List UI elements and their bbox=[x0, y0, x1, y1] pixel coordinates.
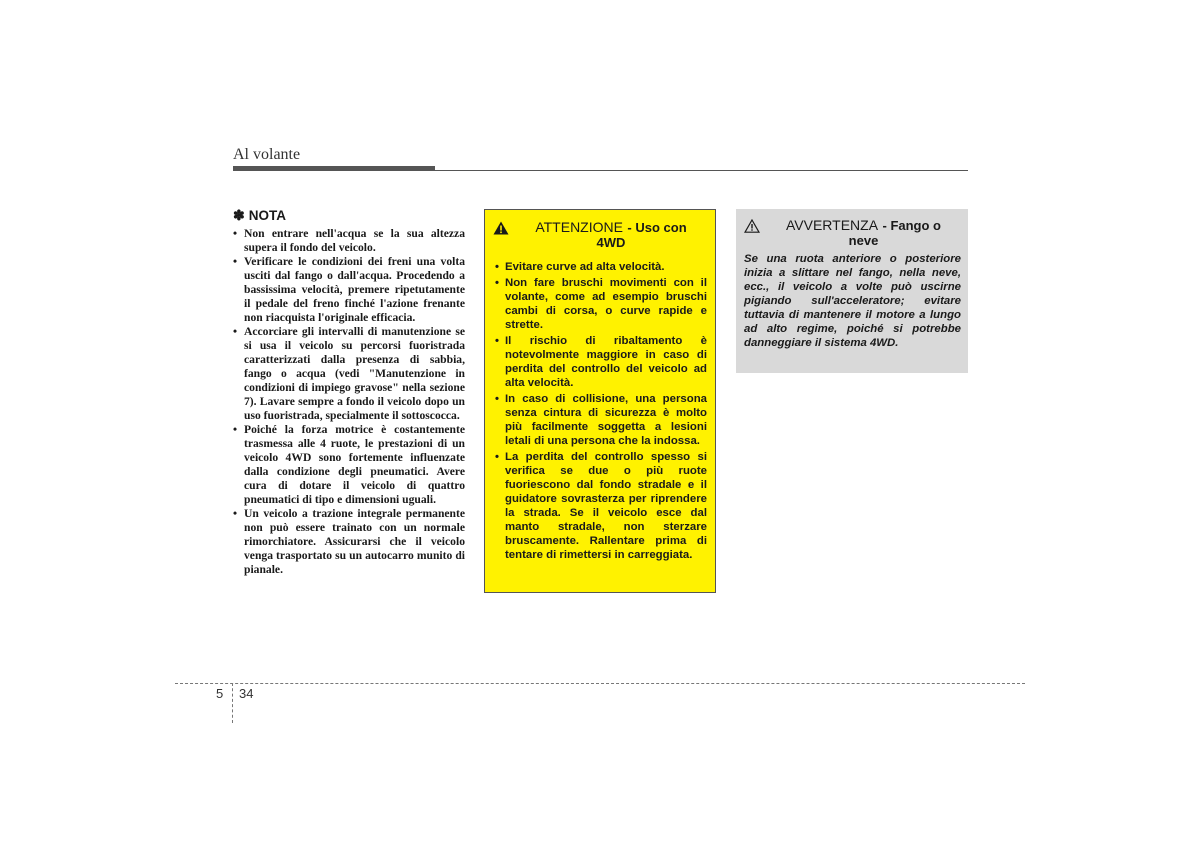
nota-item: • Un veicolo a trazione integrale permanente non può essere trainato con un normale rimorchiatore. Assicurarsi che il veicolo venga trasportato su un autocarro munito di pianale. bbox=[233, 507, 465, 577]
attenzione-item: • In caso di collisione, una persona senza cintura di sicurezza è molto più facilmente soggetta a lesioni letali di una persona che la indossa. bbox=[493, 392, 707, 448]
nota-heading bbox=[233, 207, 465, 224]
nota-section bbox=[233, 207, 465, 577]
nota-title: NOTA bbox=[248, 208, 286, 223]
footer-rule bbox=[175, 683, 1025, 684]
nota-item: • Verificare le condizioni dei freni una volta usciti dal fango o dall'acqua. Procedendo a bassissima velocità, premere ripetutamente il pedale del freno finché l'azione frenante non riacquista l'originale efficacia. bbox=[233, 255, 465, 325]
avvertenza-subtitle-2: neve bbox=[848, 233, 879, 248]
nota-list bbox=[233, 227, 465, 577]
warning-triangle-outline-icon bbox=[744, 218, 760, 238]
asterisk-icon: ✽ bbox=[233, 207, 245, 223]
avvertenza-box bbox=[736, 209, 968, 373]
header-bar bbox=[233, 166, 435, 171]
attenzione-subtitle-2: 4WD bbox=[596, 235, 626, 250]
avvertenza-title: AVVERTENZA bbox=[785, 217, 879, 233]
header-rule bbox=[435, 170, 968, 171]
avvertenza-body: Se una ruota anteriore o posteriore inizia a slittare nel fango, nella neve, ecc., il veicolo a volte può uscirne pigiando sull'acceleratore; evitare tuttavia di mantenere il motore a lungo ad alto regime, poiché si potrebbe danneggiare il sistema 4WD. bbox=[744, 253, 961, 349]
nota-item: • Poiché la forza motrice è costantemente trasmessa alle 4 ruote, le prestazioni di un veicolo 4WD sono fortemente influenzate dalla condizione degli pneumatici. Avere cura di dotare il veicolo di quattro pneumatici di tipo e dimensioni uguali. bbox=[233, 423, 465, 507]
avvertenza-subtitle-1: - Fango o bbox=[882, 218, 941, 233]
page-header-title: Al volante bbox=[233, 146, 301, 163]
page-number: 34 bbox=[239, 686, 254, 701]
attenzione-item: • La perdita del controllo spesso si verifica se due o più ruote fuoriescono dal fondo stradale e il guidatore sovrasterza per riprendere la strada. Se il veicolo esce dal manto stradale, non sterzare bruscamente. Rallentare prima di tentare di rimettersi in carreggiata. bbox=[493, 450, 707, 562]
nota-item: • Accorciare gli intervalli di manutenzione se si usa il veicolo su percorsi fuoristrada caratterizzati dalla presenza di sabbia, fango o acqua (vedi "Manutenzione in condizioni di impiego gravose" nella sezione 7). Lavare sempre a fondo il veicolo dopo un uso fuoristrada, specialmente il sottoscocca. bbox=[233, 325, 465, 423]
attenzione-list bbox=[493, 260, 707, 562]
attenzione-subtitle-1: - Uso con bbox=[627, 220, 687, 235]
footer-divider bbox=[232, 683, 233, 723]
attenzione-item: • Il rischio di ribaltamento è notevolmente maggiore in caso di perdita del controllo del veicolo ad alta velocità. bbox=[493, 334, 707, 390]
attenzione-heading bbox=[493, 220, 707, 250]
attenzione-box bbox=[484, 209, 716, 593]
attenzione-item: • Evitare curve ad alta velocità. bbox=[493, 260, 707, 274]
avvertenza-heading bbox=[744, 218, 961, 248]
warning-triangle-filled-icon bbox=[493, 220, 509, 240]
attenzione-title: ATTENZIONE bbox=[535, 219, 623, 235]
section-number: 5 bbox=[216, 686, 224, 701]
nota-item: • Non entrare nell'acqua se la sua altezza supera il fondo del veicolo. bbox=[233, 227, 465, 255]
attenzione-item: • Non fare bruschi movimenti con il volante, come ad esempio bruschi cambi di corsa, o curve rapide e strette. bbox=[493, 276, 707, 332]
